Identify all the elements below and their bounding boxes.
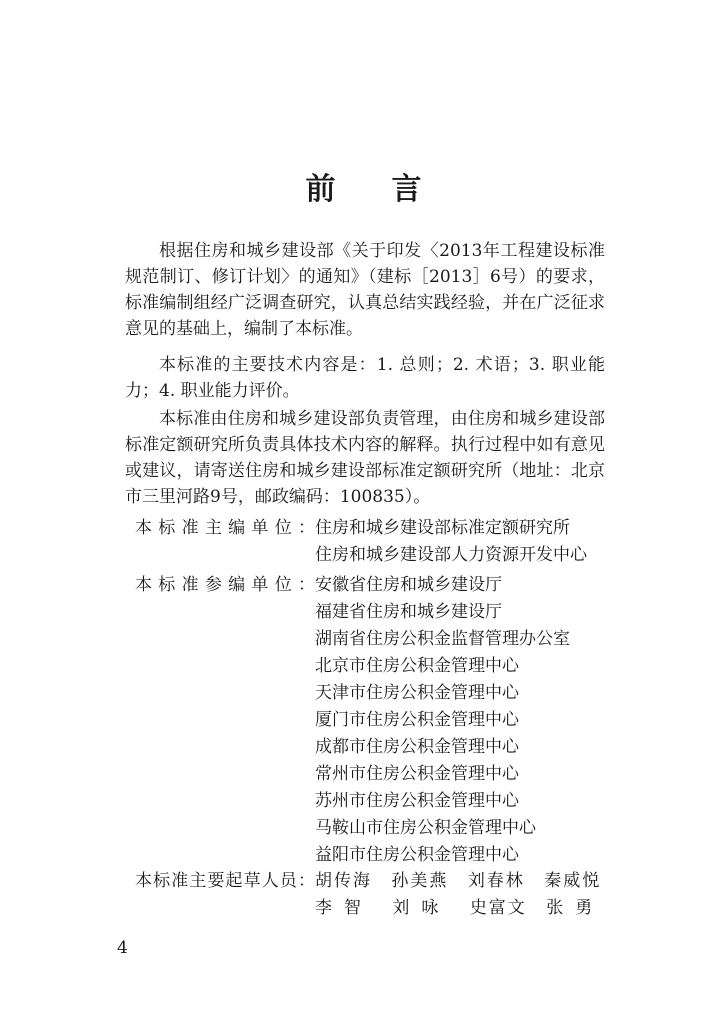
participating-unit-item: 马鞍山市住房公积金管理中心 xyxy=(315,818,536,838)
paragraph-1 xyxy=(125,238,605,342)
participating-unit-item: 常州市住房公积金管理中心 xyxy=(315,764,519,784)
chief-units-list xyxy=(315,515,587,569)
page-number: 4 xyxy=(117,938,128,958)
chief-unit-item: 住房和城乡建设部标准定额研究所 xyxy=(315,518,570,538)
drafter-name: 史富文 xyxy=(469,898,527,918)
drafter-name: 张勇 xyxy=(546,898,605,918)
drafter-name: 胡传海 xyxy=(315,871,372,891)
participating-unit-item: 厦门市住房公积金管理中心 xyxy=(315,710,519,730)
drafters-block xyxy=(125,868,618,922)
paragraph-2-text: 本标准的主要技术内容是：1. 总则；2. 术语；3. 职业能力；4. 职业能力评价。 xyxy=(125,355,605,401)
drafters-row xyxy=(125,868,618,922)
page-title: 前言 xyxy=(305,172,478,207)
chief-unit-item: 住房和城乡建设部人力资源开发中心 xyxy=(315,545,587,565)
participating-unit-item: 安徽省住房和城乡建设厅 xyxy=(315,575,502,595)
participating-unit-item: 湖南省住房公积金监督管理办公室 xyxy=(315,629,570,649)
drafters-list xyxy=(315,868,618,922)
participating-unit-item: 天津市住房公积金管理中心 xyxy=(315,683,519,703)
chief-units-row xyxy=(125,515,587,569)
chief-units-label: 本标准主编单位： xyxy=(135,518,315,538)
participating-unit-item: 益阳市住房公积金管理中心 xyxy=(315,845,519,865)
participating-units-list xyxy=(315,572,570,869)
participating-units-row xyxy=(125,572,570,869)
drafter-name: 秦威悦 xyxy=(544,871,602,891)
drafters-label: 本标准主要起草人员： xyxy=(135,871,315,891)
participating-units-block xyxy=(125,572,570,869)
drafter-name: 李智 xyxy=(315,898,373,918)
paragraph-1-text: 根据住房和城乡建设部《关于印发〈2013年工程建设标准规范制订、修订计划〉的通知》（建标［2013］6号）的要求，标准编制组经广泛调查研究，认真总结实践经验，并在广泛征求意见的基础上，编制了本标准。 xyxy=(125,241,605,339)
paragraph-3 xyxy=(125,406,605,510)
drafter-name: 孙美燕 xyxy=(391,871,449,891)
participating-unit-item: 成都市住房公积金管理中心 xyxy=(315,737,519,757)
drafters-line-2 xyxy=(315,895,618,922)
paragraph-2 xyxy=(125,352,605,404)
participating-unit-item: 苏州市住房公积金管理中心 xyxy=(315,791,519,811)
chief-units-block xyxy=(125,515,587,569)
participating-units-label: 本标准参编单位： xyxy=(135,575,315,595)
drafters-line-1 xyxy=(315,868,618,895)
participating-unit-item: 北京市住房公积金管理中心 xyxy=(315,656,519,676)
drafter-name: 刘咏 xyxy=(392,898,451,918)
participating-unit-item: 福建省住房和城乡建设厅 xyxy=(315,602,502,622)
paragraph-3-text: 本标准由住房和城乡建设部负责管理，由住房和城乡建设部标准定额研究所负责具体技术内容的解释。执行过程中如有意见或建议，请寄送住房和城乡建设部标准定额研究所（地址：北京市三里河路9号，邮政编码：100835）。 xyxy=(125,409,605,507)
drafter-name: 刘春林 xyxy=(467,871,525,891)
